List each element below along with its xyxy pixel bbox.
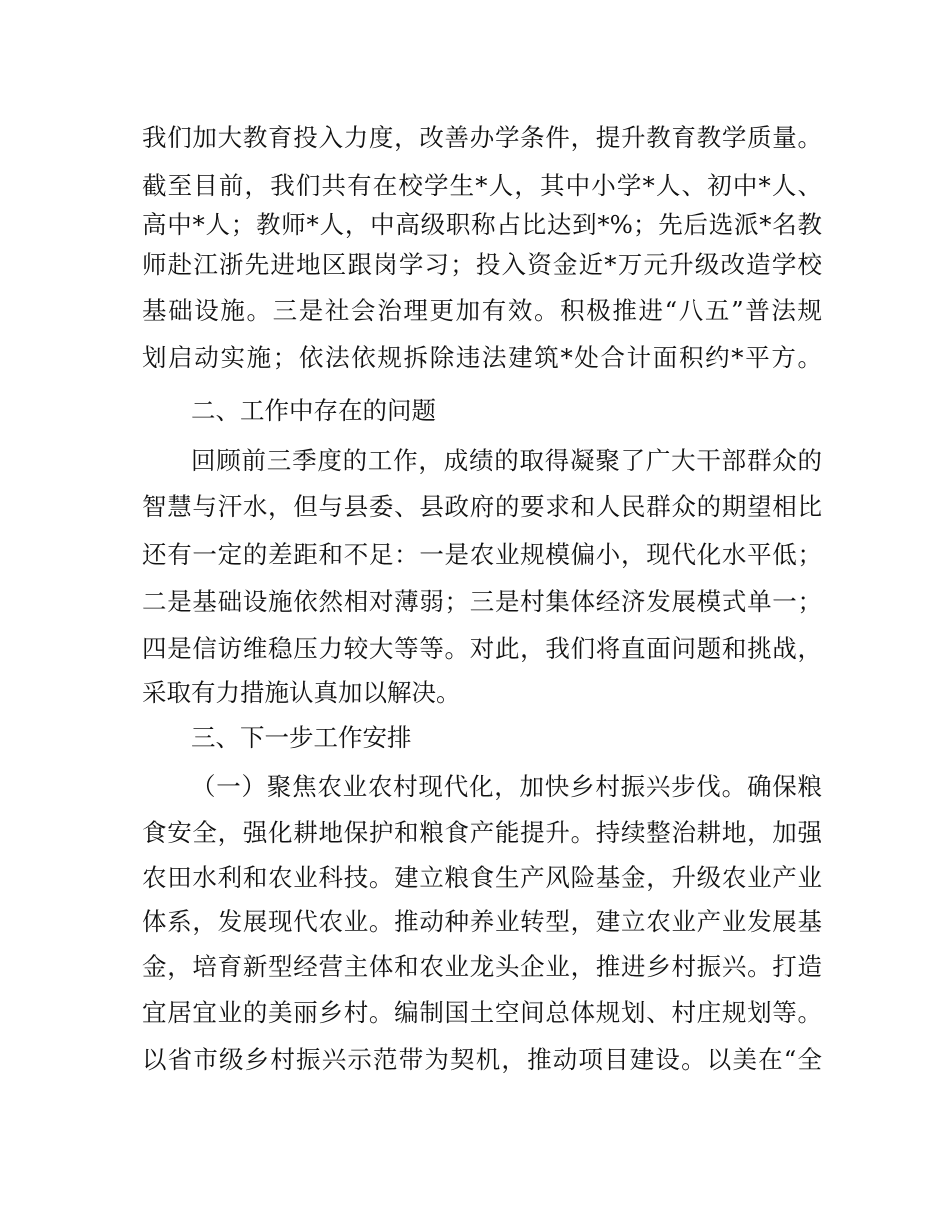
body-text-line: 农田水利和农业科技。建立粮食生产风险基金，升级农业产业	[142, 863, 822, 892]
body-text-line: 还有一定的差距和不足：一是农业规模偏小，现代化水平低；	[142, 540, 822, 569]
body-text-line: 二是基础设施依然相对薄弱；三是村集体经济发展模式单一；	[142, 587, 822, 616]
body-text-line: 采取有力措施认真加以解决。	[142, 678, 461, 707]
body-text-line: 以省市级乡村振兴示范带为契机，推动项目建设。以美在“全	[142, 1045, 822, 1074]
body-text-line: 师赴江浙先进地区跟岗学习；投入资金近*万元升级改造学校	[142, 250, 822, 279]
body-text-line: 智慧与汗水，但与县委、县政府的要求和人民群众的期望相比	[142, 492, 822, 521]
body-text-line: 我们加大教育投入力度，改善办学条件，提升教育教学质量。	[142, 123, 822, 152]
body-text-line: 划启动实施；依法依规拆除违法建筑*处合计面积约*平方。	[142, 343, 822, 372]
body-text-line: 四是信访维稳压力较大等等。对此，我们将直面问题和挑战，	[142, 634, 822, 663]
section-heading: 三、下一步工作安排	[191, 723, 412, 752]
body-text-line: 宜居宜业的美丽乡村。编制国土空间总体规划、村庄规划等。	[142, 998, 822, 1027]
body-text-line: 截至目前，我们共有在校学生*人，其中小学*人、初中*人、	[142, 171, 822, 200]
paragraph-first-line: 回顾前三季度的工作，成绩的取得凝聚了广大干部群众的	[191, 446, 822, 475]
body-text-line: 体系，发展现代农业。推动种养业转型，建立农业产业发展基	[142, 907, 822, 936]
paragraph-first-line: （一）聚焦农业农村现代化，加快乡村振兴步伐。确保粮	[191, 772, 822, 801]
body-text-line: 基础设施。三是社会治理更加有效。积极推进“八五”普法规	[142, 296, 822, 325]
section-heading: 二、工作中存在的问题	[191, 396, 436, 425]
body-text-line: 高中*人；教师*人，中高级职称占比达到*%；先后选派*名教	[142, 210, 822, 239]
body-text-line: 金，培育新型经营主体和农业龙头企业，推进乡村振兴。打造	[142, 952, 822, 981]
body-text-line: 食安全，强化耕地保护和粮食产能提升。持续整治耕地，加强	[142, 818, 822, 847]
